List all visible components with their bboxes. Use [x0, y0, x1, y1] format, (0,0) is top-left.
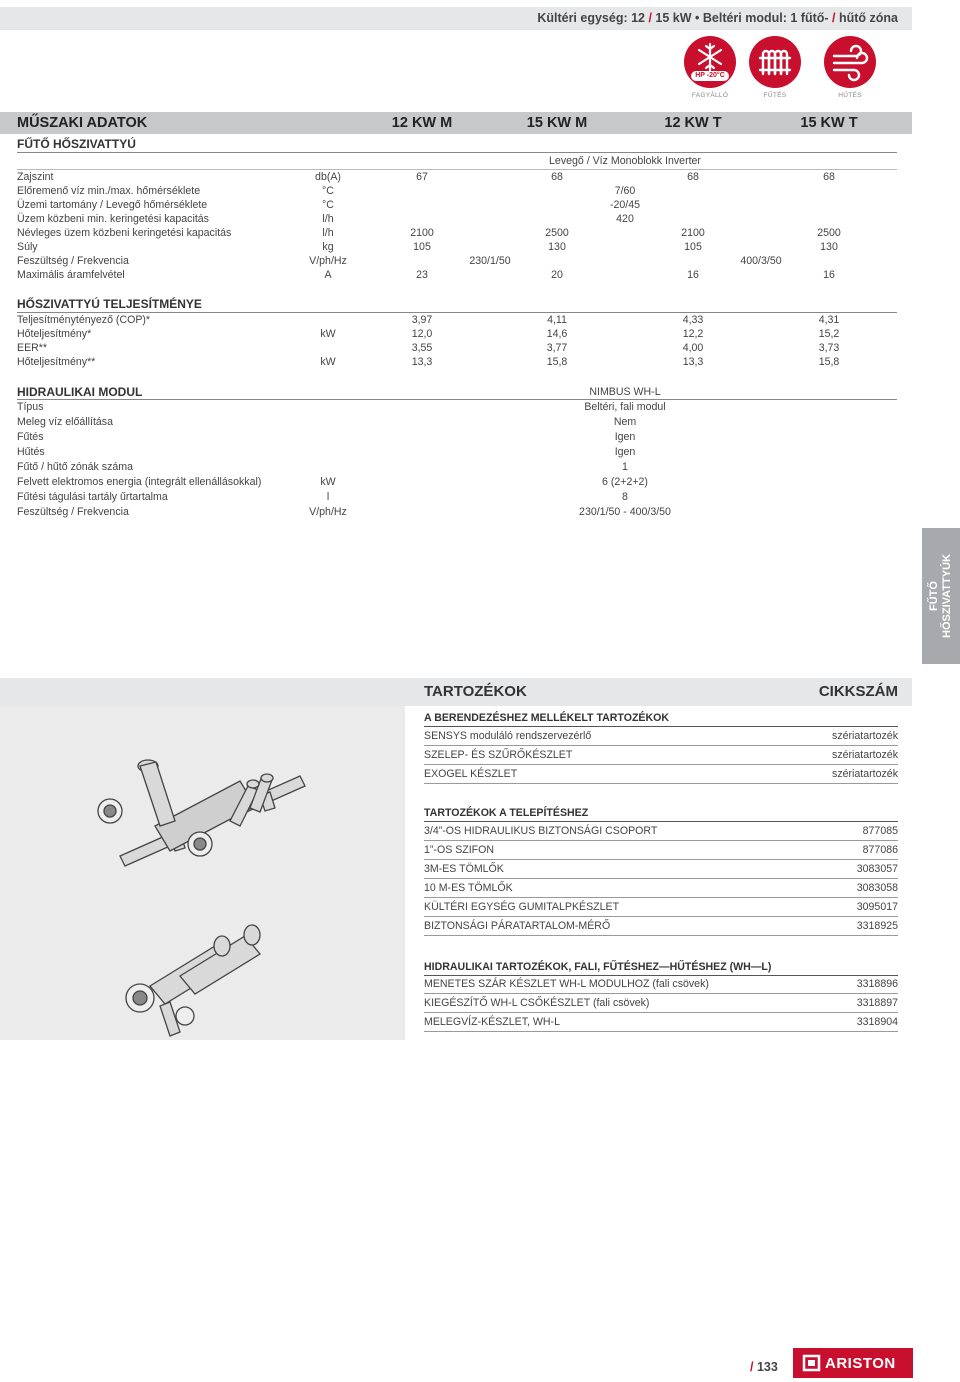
list-item: MENETES SZÁR KÉSZLET WH-L MODULHOZ (fali csövek) 3318896: [424, 977, 898, 994]
divider: [424, 975, 898, 976]
model-col-2: 15 KW M: [526, 115, 588, 131]
divider: [17, 312, 897, 313]
side-tab-text: FŰTŐ HŐSZIVATTYÚK: [928, 554, 953, 638]
divider: [17, 152, 897, 153]
page-header-text: Kültéri egység: 12 / 15 kW • Beltéri modul: 1 fűtő- / hűtő zóna: [537, 11, 898, 25]
table-row: Üzemi tartomány / Levegő hőmérséklete °C -20/45: [17, 199, 641, 211]
snowflake-icon: [684, 36, 736, 88]
divider: [424, 821, 898, 822]
type-row: Levegő / Víz Monoblokk Inverter: [549, 155, 701, 167]
wind-cooling-icon: [824, 36, 876, 88]
divider: [17, 169, 897, 170]
hydro-model-row: NIMBUS WH-L: [589, 386, 661, 398]
icon-label-fagyallo: FAGYÁLLÓ: [691, 92, 729, 99]
table-row: Fűtő / hűtő zónák száma 1: [17, 461, 628, 473]
list-item: KIEGÉSZÍTŐ WH-L CSŐKÉSZLET (fali csövek) 3318897: [424, 996, 898, 1013]
table-row: Fűtés Igen: [17, 431, 636, 443]
table-row: Zajszint db(A) 67 68 68 68: [17, 171, 835, 183]
acc-section-title: HIDRAULIKAI TARTOZÉKOK, FALI, FŰTÉSHEZ—HŰTÉSHEZ (WH—L): [424, 961, 772, 973]
tech-data-header: [0, 112, 912, 134]
list-item: MELEGVÍZ-KÉSZLET, WH-L 3318904: [424, 1015, 898, 1032]
list-item: EXOGEL KÉSZLET szériatartozék: [424, 767, 898, 784]
list-item: BIZTONSÁGI PÁRATARTALOM-MÉRŐ 3318925: [424, 919, 898, 936]
icon-label-futes: FŰTÉS: [763, 92, 787, 99]
accessories-title: TARTOZÉKOK: [424, 683, 527, 700]
table-row: Meleg víz előállítása Nem: [17, 416, 637, 428]
table-row: Névleges üzem közbeni keringetési kapacitás l/h 2100 2500 2100 2500: [17, 227, 841, 239]
tech-data-title: MŰSZAKI ADATOK: [17, 115, 148, 131]
table-row: Típus Beltéri, fali modul: [17, 401, 666, 413]
list-item: SENSYS moduláló rendszervezérlő szériatartozék: [424, 729, 898, 746]
table-row: Előremenő víz min./max. hőmérséklete °C 7/60: [17, 185, 636, 197]
icon-label-hutes: HŰTÉS: [838, 92, 862, 99]
page-number: / 133: [750, 1360, 778, 1374]
table-row: Hűtés Igen: [17, 446, 636, 458]
ariston-logo: [793, 1348, 913, 1378]
page-header-bar: [0, 7, 912, 30]
table-row: Fűtési tágulási tartály űrtartalma l 8: [17, 491, 628, 503]
hydraulic-kit-illustration: [0, 706, 405, 1040]
table-row: Felvett elektromos energia (integrált ellenállásokkal) kW 6 (2+2+2): [17, 476, 648, 488]
perf-title: HŐSZIVATTYÚ TELJESÍTMÉNYE: [17, 297, 202, 311]
table-row: Hőteljesítmény* kW 12,0 14,6 12,2 15,2: [17, 328, 840, 340]
acc-section-title: TARTOZÉKOK A TELEPÍTÉSHEZ: [424, 807, 589, 819]
brand-name: ARISTON: [825, 1355, 896, 1372]
divider: [17, 399, 897, 400]
list-item: KÜLTÉRI EGYSÉG GUMITALPKÉSZLET 3095017: [424, 900, 898, 917]
list-item: SZELEP- ÉS SZŰRŐKÉSZLET szériatartozék: [424, 748, 898, 765]
table-row: Teljesítménytényező (COP)* 3,97 4,11 4,33 4,31: [17, 314, 840, 326]
table-row: Súly kg 105 130 105 130: [17, 241, 838, 253]
table-row: Hőteljesítmény** kW 13,3 15,8 13,3 15,8: [17, 356, 840, 368]
table-row: EER** 3,55 3,77 4,00 3,73: [17, 342, 840, 354]
model-col-1: 12 KW M: [391, 115, 453, 131]
table-row: Üzem közbeni min. keringetési kapacitás l/h 420: [17, 213, 634, 225]
list-item: 3M-ES TÖMLŐK 3083057: [424, 862, 898, 879]
radiator-icon: [749, 36, 801, 88]
section-subtitle: FŰTŐ HŐSZIVATTYÚ: [17, 137, 136, 151]
list-item: 1”-OS SZIFON 877086: [424, 843, 898, 860]
code-title: CIKKSZÁM: [818, 683, 898, 700]
list-item: 3/4”-OS HIDRAULIKUS BIZTONSÁGI CSOPORT 877085: [424, 824, 898, 841]
hydro-title: HIDRAULIKAI MODUL: [17, 385, 143, 399]
model-col-4: 15 KW T: [800, 115, 858, 131]
divider: [424, 726, 898, 727]
table-row: Feszültség / Frekvencia V/ph/Hz 230/1/50 - 400/3/50: [17, 506, 671, 518]
acc-section-title: A BERENDEZÉSHEZ MELLÉKELT TARTOZÉKOK: [424, 712, 670, 724]
table-row: Feszültség / Frekvencia V/ph/Hz 230/1/50 400/3/50: [17, 255, 782, 267]
model-col-3: 12 KW T: [664, 115, 722, 131]
list-item: 10 M-ES TÖMLŐK 3083058: [424, 881, 898, 898]
hp-badge: HP -20°C: [695, 72, 725, 79]
table-row: Maximális áramfelvétel A 23 20 16 16: [17, 269, 835, 281]
section-side-tab: [922, 528, 960, 664]
